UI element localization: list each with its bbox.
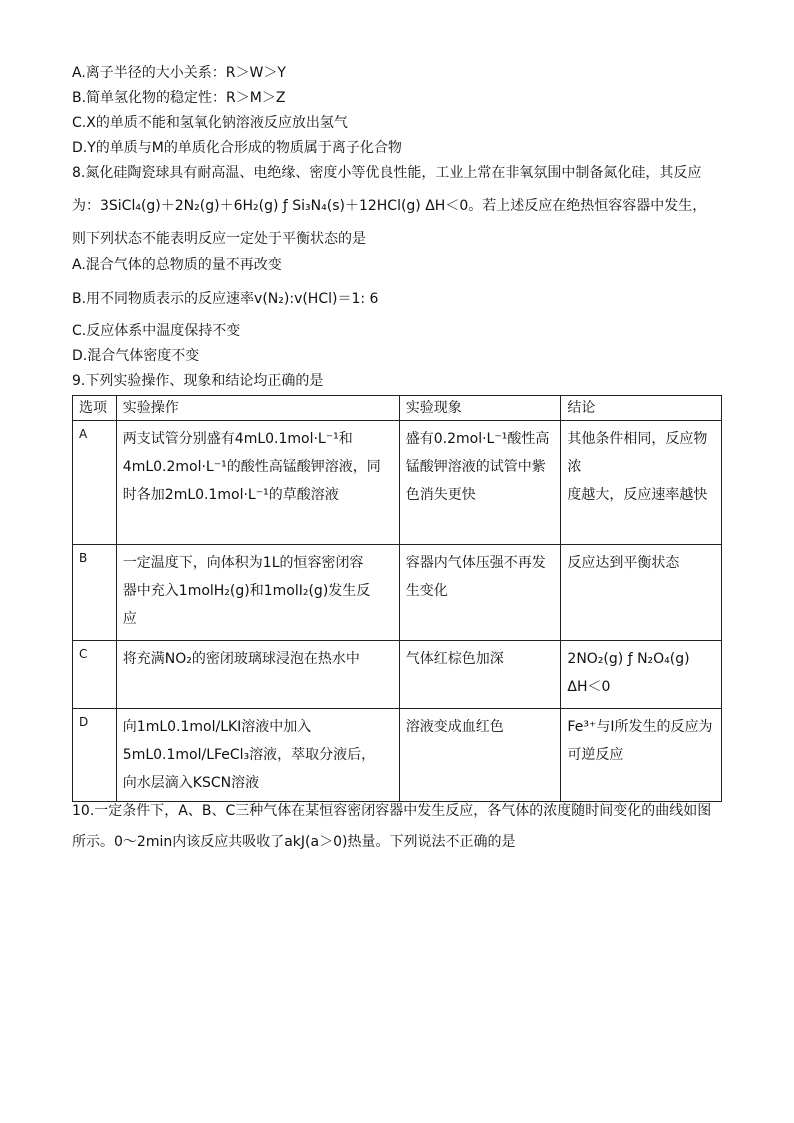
q8-option-c: C.反应体系中温度保持不变 — [72, 323, 241, 339]
row-phenomenon: 溶液变成血红色 — [399, 709, 561, 802]
q7-option-c: C.X的单质不能和氢氧化钠溶液反应放出氢气 — [72, 115, 348, 131]
row-label: B — [73, 545, 117, 641]
row-label: D — [73, 709, 117, 802]
row-phenomenon: 盛有0.2mol·L⁻¹酸性高 锰酸钾溶液的试管中紫 色消失更快 — [399, 421, 561, 545]
row-phenomenon: 容器内气体压强不再发 生变化 — [399, 545, 561, 641]
table-row — [73, 545, 722, 641]
q8-stem-line1: 8.氮化硅陶瓷球具有耐高温、电绝缘、密度小等优良性能，工业上常在非氧氛围中制备氮化硅，其反应 — [72, 165, 702, 181]
row-operation: 向1mL0.1mol/LKI溶液中加入 5mL0.1mol/LFeCl₃溶液，萃取分液后， 向水层滴入KSCN溶液 — [116, 709, 399, 802]
q10-stem-line2: 所示。0～2min内该反应共吸收了akJ(a＞0)热量。下列说法不正确的是 — [72, 834, 516, 850]
q8-stem-line2: 为：3SiCl₄(g)＋2N₂(g)＋6H₂(g) ƒ Si₃N₄(s)＋12HCl(g) ΔH＜0。若上述反应在绝热恒容容器中发生， — [72, 198, 707, 214]
q7-option-b: B.简单氢化物的稳定性：R＞M＞Z — [72, 90, 286, 106]
header-conclusion: 结论 — [561, 396, 722, 421]
row-operation: 一定温度下，向体积为1L的恒容密闭容 器中充入1molH₂(g)和1molI₂(g)发生反 应 — [116, 545, 399, 641]
row-phenomenon: 气体红棕色加深 — [399, 641, 561, 709]
q10-stem-line1: 10.一定条件下，A、B、C三种气体在某恒容密闭容器中发生反应，各气体的浓度随时间变化的曲线如图 — [72, 803, 712, 819]
header-phenomenon: 实验现象 — [399, 396, 561, 421]
row-conclusion: 2NO₂(g) ƒ N₂O₄(g) ΔH＜0 — [561, 641, 722, 709]
q8-stem-line3: 则下列状态不能表明反应一定处于平衡状态的是 — [72, 231, 366, 247]
q8-option-a: A.混合气体的总物质的量不再改变 — [72, 257, 282, 273]
table-row — [73, 641, 722, 709]
q8-option-d: D.混合气体密度不变 — [72, 348, 200, 364]
q7-option-a: A.离子半径的大小关系：R＞W＞Y — [72, 65, 286, 81]
q7-option-d: D.Y的单质与M的单质化合形成的物质属于离子化合物 — [72, 140, 402, 156]
row-conclusion: 反应达到平衡状态 — [561, 545, 722, 641]
q8-option-b: B.用不同物质表示的反应速率v(N₂):v(HCl)＝1: 6 — [72, 291, 379, 307]
table-row — [73, 709, 722, 802]
row-conclusion: 其他条件相同，反应物浓 度越大，反应速率越快 — [561, 421, 722, 545]
table-row — [73, 421, 722, 545]
row-conclusion: Fe³⁺与I所发生的反应为 可逆反应 — [561, 709, 722, 802]
header-operation: 实验操作 — [116, 396, 399, 421]
q9-table — [72, 395, 722, 802]
row-operation: 将充满NO₂的密闭玻璃球浸泡在热水中 — [116, 641, 399, 709]
q9-stem: 9.下列实验操作、现象和结论均正确的是 — [72, 373, 324, 389]
row-label: A — [73, 421, 117, 545]
row-operation: 两支试管分别盛有4mL0.1mol·L⁻¹和 4mL0.2mol·L⁻¹的酸性高锰酸钾溶液，同 时各加2mL0.1mol·L⁻¹的草酸溶液 — [116, 421, 399, 545]
header-option: 选项 — [73, 396, 117, 421]
row-label: C — [73, 641, 117, 709]
table-header-row — [73, 396, 722, 421]
